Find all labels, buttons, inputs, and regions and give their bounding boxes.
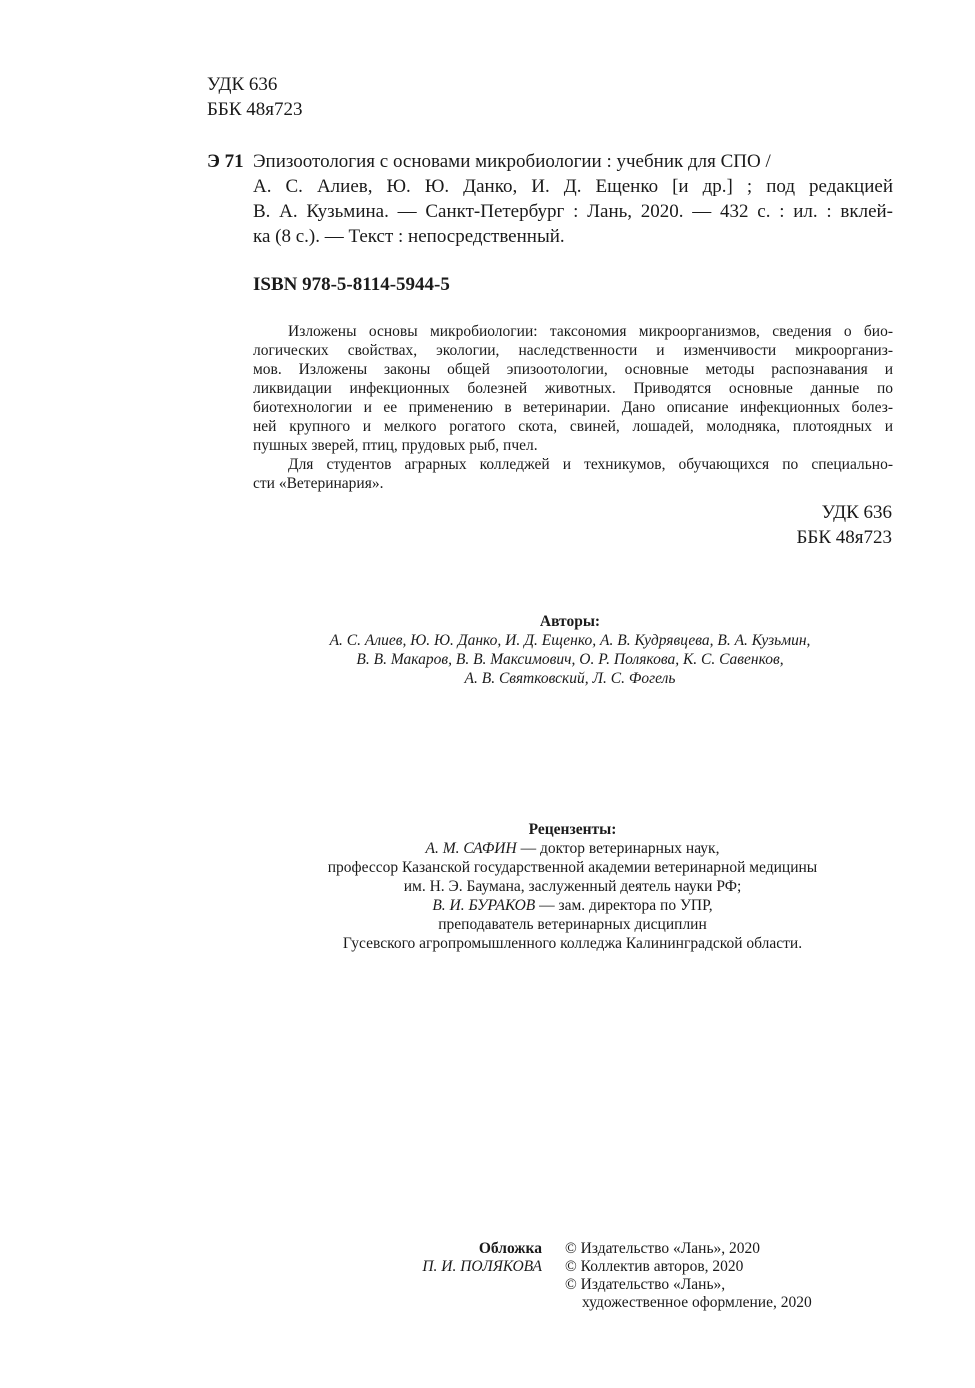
abstract-line: пушных зверей, птиц, прудовых рыб, пчел. [253,437,538,454]
abstract-line: мов. Изложены законы общей эпизоотологии, основные методы распознавания и [253,361,893,378]
abstract [253,322,893,493]
abstract-line: биотехнологии и ее применению в ветеринарии. Дано описание инфекционных болез- [253,399,893,416]
reviewer-2 [230,896,915,915]
authors-line: А. С. Алиев, Ю. Ю. Данко, И. Д. Ещенко, А. В. Кудрявцева, В. А. Кузьмин, [329,632,811,649]
isbn: ISBN 978-5-8114-5944-5 [253,274,450,295]
cover-credit [330,1240,542,1276]
abstract-line: ней крупного и мелкого рогатого скота, свиней, лошадей, молодняка, плотоядных и [253,418,893,435]
copyright-line: © Коллектив авторов, 2020 [565,1258,744,1275]
bbk-code: ББК 48я723 [207,99,303,120]
reviewers-heading: Рецензенты: [528,821,617,838]
biblio-line: ка (8 с.). — Текст : непосредственный. [253,226,565,247]
udk-code: УДК 636 [207,74,278,95]
bibliographic-record [253,149,893,249]
authors-heading: Авторы: [539,613,601,630]
biblio-line: В. А. Кузьмина. — Санкт-Петербург : Лань, 2020. — 432 с. : ил. : вклей- [253,201,893,222]
bbk-code: ББК 48я723 [796,527,892,548]
reviewers-block [230,820,915,953]
abstract-line: логических свойствах, экологии, наследственности и изменчивости микроорганиз- [253,342,893,359]
reviewer-1-affiliation: профессор Казанской государственной академии ветеринарной медицины [327,859,818,876]
copyright-line: © Издательство «Лань», [565,1276,726,1293]
reviewer-2-title: — зам. директора по УПР, [535,897,713,914]
reviewer-2-name: В. И. БУРАКОВ [432,897,536,914]
reviewer-2-affiliation: Гусевского агропромышленного колледжа Калининградской области. [342,935,803,952]
author-sign: Э 71 [207,151,244,172]
abstract-line: ликвидации инфекционных болезней животных. Приводятся основные данные по [253,380,893,397]
classification-block-top [207,72,302,122]
reviewer-1-title: — доктор ветеринарных наук, [516,840,720,857]
reviewer-2-affiliation: преподаватель ветеринарных дисциплин [438,916,707,933]
classification-block-right [700,500,892,550]
copyright-block [565,1240,812,1312]
reviewer-1-name: А. М. САФИН [425,840,517,857]
authors-line: А. В. Святковский, Л. С. Фогель [464,670,676,687]
reviewer-1-affiliation: им. Н. Э. Баумана, заслуженный деятель науки РФ; [403,878,742,895]
cover-label: Обложка [478,1240,542,1257]
udk-code: УДК 636 [821,502,892,523]
cover-artist: П. И. ПОЛЯКОВА [422,1258,542,1275]
copyright-line: © Издательство «Лань», 2020 [565,1240,761,1257]
copyright-line: художественное оформление, 2020 [582,1294,812,1311]
abstract-line: Изложены основы микробиологии: таксономия микроорганизмов, сведения о био- [288,323,893,340]
biblio-line: Эпизоотология с основами микробиологии : учебник для СПО / [253,151,771,172]
authors-block [240,612,900,688]
biblio-line: А. С. Алиев, Ю. Ю. Данко, И. Д. Ещенко [и др.] ; под редакцией [253,176,893,197]
authors-line: В. В. Макаров, В. В. Максимович, О. Р. Полякова, К. С. Савенков, [356,651,784,668]
reviewer-1 [230,839,915,858]
abstract-line: сти «Ветеринария». [253,475,384,492]
abstract-line: Для студентов аграрных колледжей и техникумов, обучающихся по специально- [288,456,893,473]
